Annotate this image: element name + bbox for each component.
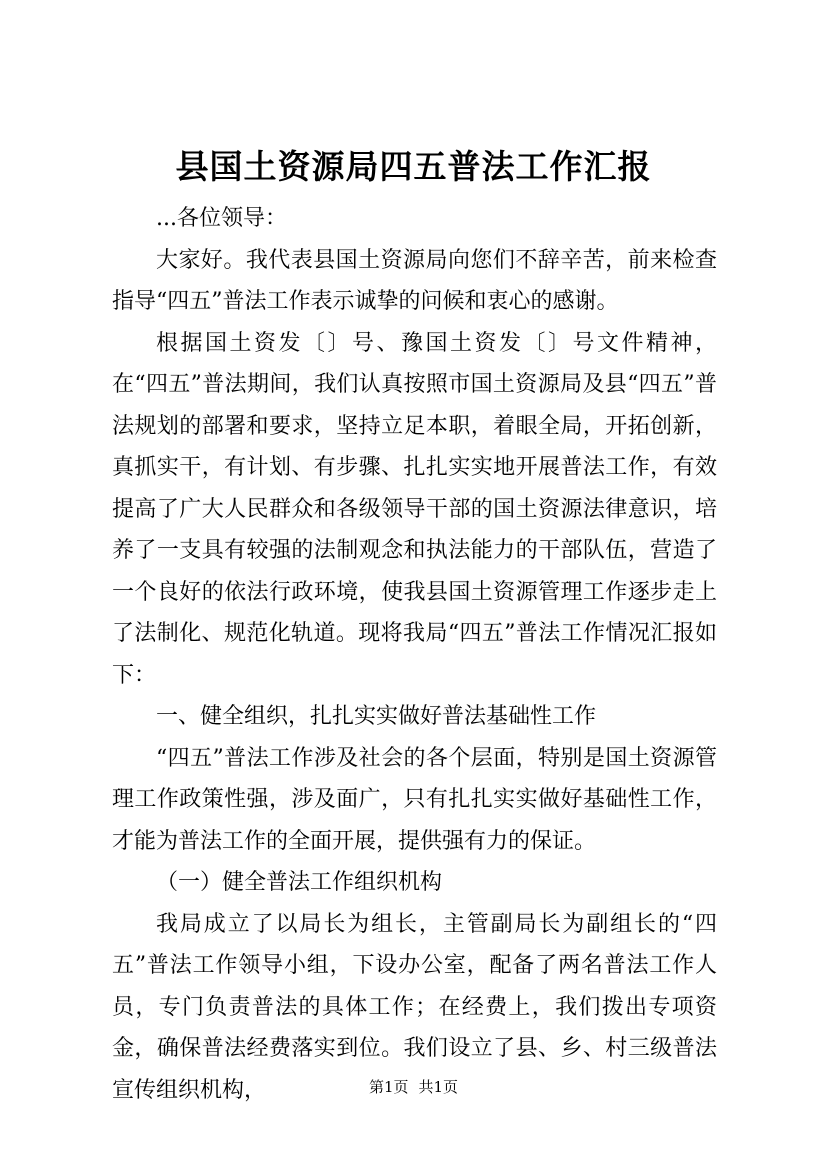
document-body [112, 198, 717, 1111]
paragraph-section-1-intro: “四五”普法工作涉及社会的各个层面，特别是国土资源管理工作政策性强，涉及面广，只有扎扎实实做好基础性工作，才能为普法工作的全面开展，提供强有力的保证。 [112, 745, 717, 854]
section-heading-1: 一、健全组织，扎扎实实做好普法基础性工作 [156, 704, 597, 729]
salutation: ...各位领导： [156, 206, 287, 231]
paragraph-greeting: 大家好。我代表县国土资源局向您们不辞辛苦，前来检查指导“四五”普法工作表示诚挚的问候和衷心的感谢。 [112, 247, 717, 314]
subsection-heading-1: （一）健全普法工作组织机构 [156, 870, 443, 895]
paragraph-overview: 根据国土资发〔〕号、豫国土资发〔〕号文件精神，在“四五”普法期间，我们认真按照市国土资源局及县“四五”普法规划的部署和要求，坚持立足本职，着眼全局，开拓创新，真抓实干，有计划、有步骤、扎扎实实地开展普法工作，有效提高了广大人民群众和各级领导干部的国土资源法律意识，培养了一支具有较强的法制观念和执法能力的干部队伍，营造了一个良好的依法行政环境，使我县国土资源管理工作逐步走上了法制化、规范化轨道。现将我局“四五”普法工作情况汇报如下： [112, 330, 717, 688]
page-total: 共1页 [418, 1078, 459, 1096]
paragraph-organization: 我局成立了以局长为组长，主管副局长为副组长的“四五”普法工作领导小组，下设办公室，配备了两名普法工作人员，专门负责普法的具体工作；在经费上，我们拨出专项资金，确保普法经费落实到位。我们设立了县、乡、村三级普法宣传组织机构， [112, 911, 717, 1103]
page-footer [0, 1076, 827, 1098]
document-title: 县国土资源局四五普法工作汇报 [175, 147, 652, 186]
page-number: 第1页 [368, 1078, 409, 1096]
